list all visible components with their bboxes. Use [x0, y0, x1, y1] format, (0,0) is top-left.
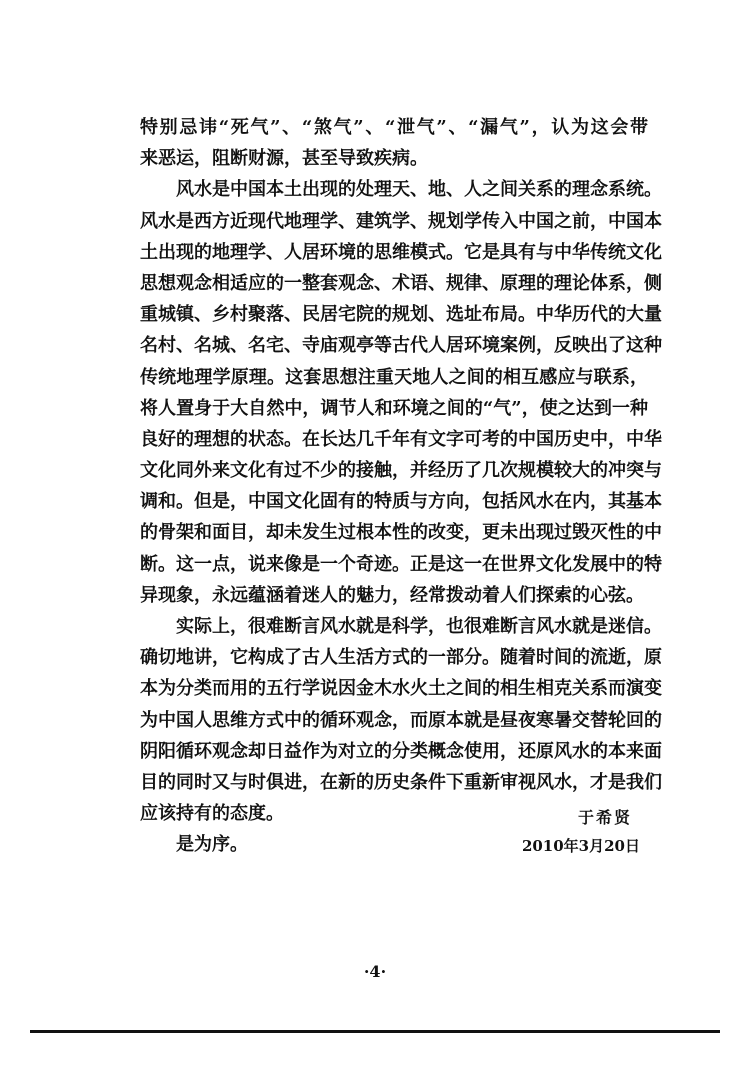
text-line: 确切地讲，它构成了古人生活方式的一部分。随着时间的流逝，原 [140, 647, 662, 669]
author-signature: 于希贤 [577, 808, 632, 827]
text-line: 良好的理想的状态。在长达几千年有文字可考的中国历史中，中华 [140, 428, 662, 450]
text-line: 重城镇、乡村聚落、民居宅院的规划、选址布局。中华历代的大量 [140, 304, 662, 326]
page-number: ·4· [363, 962, 387, 981]
text-line: 名村、名城、名宅、寺庙观亭等古代人居环境案例，反映出了这种 [140, 335, 662, 357]
text-line: 的骨架和面目，却未发生过根本性的改变，更未出现过毁灭性的中 [140, 522, 662, 544]
text-line: 是为序。 [176, 834, 248, 856]
text-line: 调和。但是，中国文化固有的特质与方向，包括风水在内，其基本 [140, 491, 662, 513]
text-line: 阴阳循环观念却日益作为对立的分类概念使用，还原风水的本来面 [140, 740, 662, 762]
date-line: 2010年3月20日 [521, 837, 640, 855]
text-line: 特别忌讳“死气”、“煞气”、“泄气”、“漏气”，认为这会带 [140, 117, 648, 138]
text-line: 应该持有的态度。 [140, 803, 284, 825]
text-line: 风水是西方近现代地理学、建筑学、规划学传入中国之前，中国本 [140, 210, 662, 232]
text-line: 为中国人思维方式中的循环观念，而原本就是昼夜寒暑交替轮回的 [140, 709, 662, 731]
text-line: 将人置身于大自然中，调节人和环境之间的“气”，使之达到一种 [140, 397, 648, 419]
bottom-divider [30, 1030, 720, 1033]
text-line: 传统地理学原理。这套思想注重天地人之间的相互感应与联系， [140, 366, 648, 388]
text-line: 文化同外来文化有过不少的接触，并经历了几次规模较大的冲突与 [140, 460, 662, 482]
text-line: 来恶运，阻断财源，甚至导致疾病。 [140, 148, 428, 170]
text-line: 思想观念相适应的一整套观念、术语、规律、原理的理论体系，侧 [140, 272, 662, 294]
preface-text [140, 112, 662, 861]
text-line: 异现象，永远蕴涵着迷人的魅力，经常拨动着人们探索的心弦。 [140, 584, 644, 606]
text-line: 实际上，很难断言风水就是科学，也很难断言风水就是迷信。 [176, 616, 662, 637]
text-line: 目的同时又与时俱进，在新的历史条件下重新审视风水，才是我们 [140, 771, 662, 793]
text-line: 本为分类而用的五行学说因金木水火土之间的相生相克关系而演变 [140, 678, 662, 700]
text-line: 土出现的地理学、人居环境的思维模式。它是具有与中华传统文化 [140, 241, 662, 263]
text-line: 断。这一点，说来像是一个奇迹。正是这一在世界文化发展中的特 [140, 553, 662, 575]
text-line: 风水是中国本土出现的处理天、地、人之间关系的理念系统。 [176, 179, 662, 201]
